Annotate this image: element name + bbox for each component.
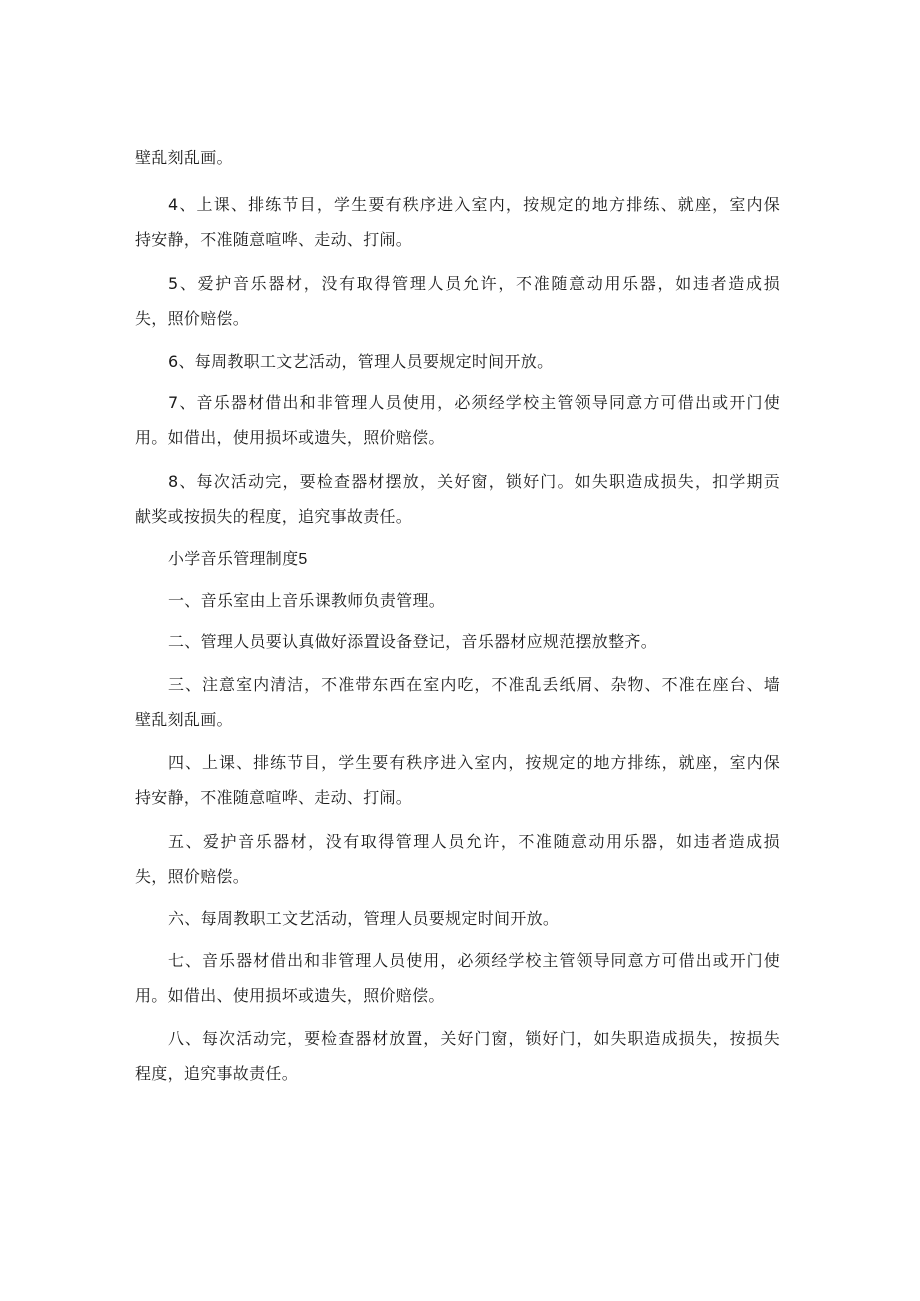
section-title: 小学音乐管理制度5	[168, 551, 308, 568]
paragraph-7-line-1: 7、音乐器材借出和非管理人员使用，必须经学校主管领导同意方可借出或开门使	[168, 393, 780, 412]
rule-6: 六、每周教职工文艺活动，管理人员要规定时间开放。	[168, 909, 560, 928]
rule-8-line-2: 程度，追究事故责任。	[135, 1064, 299, 1083]
paragraph-line: 壁乱刻乱画。	[135, 148, 233, 167]
rule-5-line-2: 失，照价赔偿。	[135, 867, 250, 886]
paragraph-4-line-2: 持安静，不准随意喧哗、走动、打闹。	[135, 230, 413, 249]
paragraph-8-line-2: 献奖或按损失的程度，追究事故责任。	[135, 507, 413, 526]
rule-1: 一、音乐室由上音乐课教师负责管理。	[168, 591, 446, 610]
paragraph-5-line-2: 失，照价赔偿。	[135, 309, 250, 328]
rule-4-line-1: 四、上课、排练节目，学生要有秩序进入室内，按规定的地方排练，就座，室内保	[168, 753, 780, 772]
rule-2: 二、管理人员要认真做好添置设备登记，音乐器材应规范摆放整齐。	[168, 632, 658, 651]
rule-7-line-2: 用。如借出、使用损坏或遗失，照价赔偿。	[135, 986, 445, 1005]
rule-8-line-1: 八、每次活动完，要检查器材放置，关好门窗，锁好门，如失职造成损失，按损失	[168, 1029, 780, 1048]
rule-3-line-1: 三、注意室内清洁，不准带东西在室内吃，不准乱丢纸屑、杂物、不准在座台、墙	[168, 675, 780, 694]
rule-3-line-2: 壁乱刻乱画。	[135, 710, 233, 729]
paragraph-4-line-1: 4、上课、排练节目，学生要有秩序进入室内，按规定的地方排练、就座，室内保	[168, 195, 780, 214]
rule-7-line-1: 七、音乐器材借出和非管理人员使用，必须经学校主管领导同意方可借出或开门使	[168, 951, 780, 970]
rule-4-line-2: 持安静，不准随意喧哗、走动、打闹。	[135, 788, 413, 807]
paragraph-8-line-1: 8、每次活动完，要检查器材摆放，关好窗，锁好门。如失职造成损失，扣学期贡	[168, 472, 780, 491]
rule-5-line-1: 五、爱护音乐器材，没有取得管理人员允许，不准随意动用乐器，如违者造成损	[168, 832, 780, 851]
paragraph-7-line-2: 用。如借出，使用损坏或遗失，照价赔偿。	[135, 428, 445, 447]
paragraph-6: 6、每周教职工文艺活动，管理人员要规定时间开放。	[168, 352, 554, 371]
paragraph-5-line-1: 5、爱护音乐器材，没有取得管理人员允许，不准随意动用乐器，如违者造成损	[168, 274, 780, 293]
